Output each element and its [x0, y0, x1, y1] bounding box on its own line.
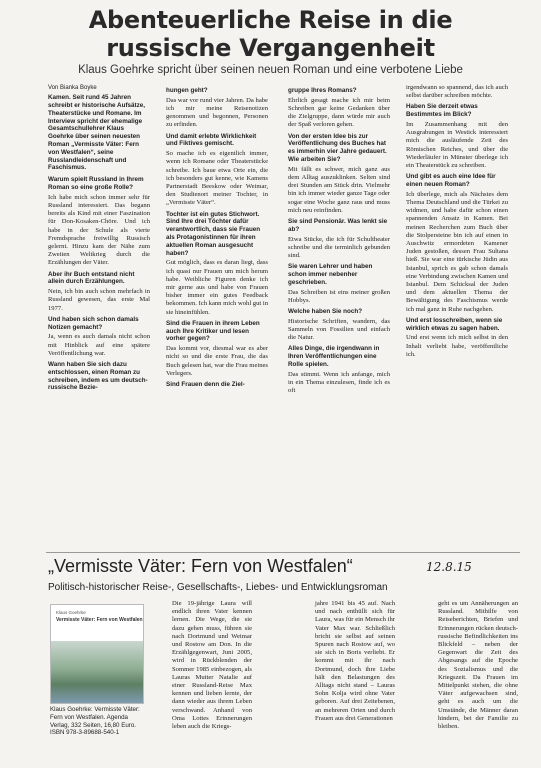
review-paragraph: geht es um Annäherungen an Russland. Mithilfe von Reiseberichten, Briefen und Erinnerungen rücken deutsch-russische Befindlichkeiten ins Blickfeld – neben der Gegenwart die Zeit des Abgesangs auf die Epoche des Sozialismus und die Kriegszeit. Da Frauen im Mittelpunkt stehen, die ohne Väter aufgewachsen sind, geht es auch um die Umstände, die Männer daran hindern, bei der Familie zu bleiben.: [438, 600, 518, 731]
review-paragraph: jahre 1941 bis 45 auf. Nach und nach enthüllt sich für Laura, was für ein Mensch ihr Vater Max war. Schließlich bricht sie selbst auf seinen Spuren nach Rostow auf, wo sie sich in Boris verliebt. Er kommt mit ihr nach Dortmund, doch ihre Liebe hält den Belastungen des Alltags nicht stand – Lauras Sohn Kolja wird ohne Vater geboren. Auf drei Zeitebenen, an mehreren Orten und durch Frauen aus drei Generationen: [315, 600, 395, 722]
article-author: Von Bianka Boyke: [48, 85, 97, 91]
interview-question: Und haben sich schon damals Notizen gemacht?: [48, 315, 139, 331]
headline-line-2: russische Vergangenheit: [106, 34, 435, 62]
interview-question: Sie sind Pensionär. Was lenkt sie ab?: [288, 218, 388, 233]
interview-question: Warum spielt Russland in Ihrem Roman so eine große Rolle?: [48, 176, 144, 191]
interview-question: Haben Sie derzeit etwas Bestimmtes im Blick?: [406, 103, 478, 119]
interview-answer: Das stimmt. Wenn ich anfange, mich in ein Thema einzulesen, finde ich es oft: [288, 370, 390, 395]
book-cover-title: Vermisste Väter: Fern von Westfalen: [56, 617, 143, 623]
interview-answer: Ehrlich gesagt mache ich mir beim Schreiben gar keine Gedanken über die Zielgruppe, dann würde mir auch der Spaß verloren gehen.: [288, 96, 390, 129]
interview-question: gruppe Ihres Romans?: [288, 87, 357, 94]
interview-answer: Das kommt vor, diesmal war es aber nicht so und die erste Frau, die das Buch gelesen hat, war die Frau meines Verlegers.: [166, 345, 268, 377]
article-column-2: [166, 84, 268, 391]
book-cover-image: [50, 604, 144, 704]
review-column-3: [438, 600, 518, 731]
interview-answer: Ja, wenn es auch damals nicht schon mit Hinblick auf eine spätere Veröffentlichung war.: [48, 333, 150, 357]
review-column-1: [172, 600, 252, 731]
interview-question: Und damit erlebte Wirklichkeit und Fiktives gemischt.: [166, 132, 257, 148]
interview-answer: Das war vor rund vier Jahren. Da habe ich mir meine Reisenotizen genommen und begonnen, Personen zu erfinden.: [166, 96, 268, 129]
interview-question: Sind Frauen denn die Ziel-: [166, 381, 245, 389]
article-column-4: [406, 84, 508, 362]
interview-answer: Nein, ich bin auch schon mehrfach in Russland gewesen, das erste Mal 1977.: [48, 288, 150, 312]
interview-question: Und erst losschreiben, wenn sie wirklich etwas zu sagen haben.: [406, 316, 503, 332]
interview-answer: Ich überlege, mich als Nächstes dem Thema Deutschland und die Türkei zu widmen, und habe dafür schon einen spannenden Ansatz in Kamen. Bei meinen Recherchen zum Buch über die Stolpersteine bin ich auf einen in Auschwitz ermordeten Kamener Juden gestoßen, dessen Frau Sultana hieß. Sie war eine türkische Jüdin aus Istanbul, sprich es gab schon damals eine Verbindung zwischen Kamen und Istanbul. Dem Schicksal der Juden und dem aktuellen Thema der Bewältigung des Faschismus werde ich mal ganz in Ruhe nachgehen.: [406, 190, 508, 313]
headline-line-1: Abenteuerliche Reise in die: [88, 6, 453, 34]
interview-answer: Das Schreiben ist eins meiner großen Hobbys.: [288, 288, 390, 304]
article-column-3: [288, 84, 390, 398]
book-title-heading: „Vermisste Väter: Fern von Westfalen“: [48, 556, 353, 576]
interview-answer: Ich habe mich schon immer sehr für Russland interessiert. Das begann bereits als Kind mit einer Faszination für Don-Kosaken-Chöre. Und ich habe in der Schule als vierte Fremdsprache freiwillig Russisch gelernt. Hinzu kam der Nähe zum Zweiten Weltkrieg durch die Erzählungen der Väter.: [48, 193, 150, 267]
section-divider: [46, 552, 520, 553]
interview-answer: Im Zusammenhang mit den Ausgrabungen in Westick interessiert mich die ausläufende Zeit des Römischen Reiches, und über die Wiederläufer in Münster überlege ich ein Theaterstück zu schreiben.: [406, 121, 508, 170]
interview-answer: irgendwann so spannend, das ich auch selbst darüber schreiben möchte.: [406, 84, 508, 100]
interview-question: Alles Dinge, die irgendwann in Ihren Veröffentlichungen eine Rolle spielen.: [288, 345, 380, 369]
article-subhead: Klaus Goehrke spricht über seinen neuen Roman und eine verbotene Liebe: [78, 64, 463, 76]
interview-answer: Gut möglich, dass es daran liegt, dass ich quasi nur Frauen um mich herum habe. Weibliche Figuren denke ich mir gerne aus und habe von Frauen bisher immer ein gutes Feedback bekommen. Ich kann mich wohl gut in sie hineinfühlen.: [166, 259, 269, 316]
interview-answer: Mit fällt es schwer, mich ganz aus dem Alltag auszuklinken. Selten sind drei Stunden am Stück drin. Vielmehr bin ich immer wieder ganze Tage oder sogar eine Woche ganz raus und muss mich neu reinfinden.: [288, 165, 390, 214]
interview-question: Wann haben Sie sich dazu entschlossen, einen Roman zu schreiben, indem es um deutsch-russische Bezie-: [48, 361, 148, 392]
interview-question: Von der ersten Idee bis zur Veröffentlichung des Buches hat es immerhin vier Jahre gedauert. Wie arbeiten Sie?: [288, 132, 387, 163]
interview-question: Sie waren Lehrer und haben schon immer nebenher geschrieben.: [288, 263, 373, 286]
article-headline: [0, 6, 541, 62]
book-genre-subtitle: Politisch-historischer Reise-, Gesellschafts-, Liebes- und Entwicklungsroman: [48, 582, 388, 593]
interview-question: Und gibt es auch eine Idee für einen neuen Roman?: [406, 173, 496, 189]
interview-question: Sind die Frauen in ihrem Leben auch Ihre Kritiker und lesen vorher gegen?: [166, 319, 260, 343]
interview-answer: Etwa Stücke, die ich für Schultheater schreibe und die terminlich gebunden sind.: [288, 235, 390, 260]
article-lead: Kamen. Seit rund 45 Jahren schreibt er historische Aufsätze, Theaterstücke und Romane. Im Interview spricht der ehemalige Gesamtschullehrer Klaus Goehrke über seinen neuesten Roman „Vermisste Väter: Fern von Westfalen“, seine Russlandleidenschaft und Faschismus.: [48, 94, 146, 172]
book-cover-photo: [51, 641, 143, 703]
interview-answer: Und erst wenn ich mich selbst in den Inhalt verliebt habe, veröffentliche ich.: [406, 334, 508, 358]
book-caption: Klaus Goehrke: Vermisste Väter: Fern von Westfalen. Agenda Verlag, 332 Seiten, 16,80 Euro. ISBN 978-3-89688-540-1: [50, 706, 140, 737]
interview-question: Welche haben Sie noch?: [288, 308, 363, 316]
review-paragraph: Die 19-jährige Laura will endlich ihren Vater kennen lernen. Die Wege, die sie dazu gehen muss, führen sie nach Dortmund und Weimar und Rostow am Don. In die Erzählgegenwart, Juni 2005, wird in Rückblenden der Sommer 1985 einbezogen, als Lauras Mutter Natalie auf einer Russland-Reise Max kennen und lieben lernte, der dann wieder aus ihrem Leben verschwand. Anhand von Oma Lottes Erinnerungen leben auch die Kriegs-: [172, 600, 252, 731]
handwritten-date: 12.8.15: [426, 560, 472, 574]
interview-answer: Historische Schriften, wandern, das Sammeln von Fossilien und einfach die Natur.: [288, 317, 390, 342]
interview-answer: So mache ich es eigentlich immer, wenn ich Romane oder Theaterstücke schreibe. Ich baue etwa Orte ein, die ich besonders gut kenne, wie Kamens Partnerstadt Beeskow oder Weimar, den Studienort meiner Tochter, in „Vermisste Väter“.: [166, 150, 268, 207]
interview-question: hungen geht?: [166, 87, 208, 94]
interview-question: Aber ihr Buch entstand nicht allein durch Erzählungen.: [48, 270, 135, 286]
article-column-1: [48, 84, 150, 394]
interview-question: Tochter ist ein gutes Stichwort. Sind Ihre drei Töchter dafür verantwortlich, dass sie Frauen als Protagonistinnen für ihren aktuellen Roman ausgesucht haben?: [166, 210, 261, 257]
book-cover-author: Klaus Goehrke: [56, 610, 86, 615]
review-column-2: [315, 600, 395, 723]
